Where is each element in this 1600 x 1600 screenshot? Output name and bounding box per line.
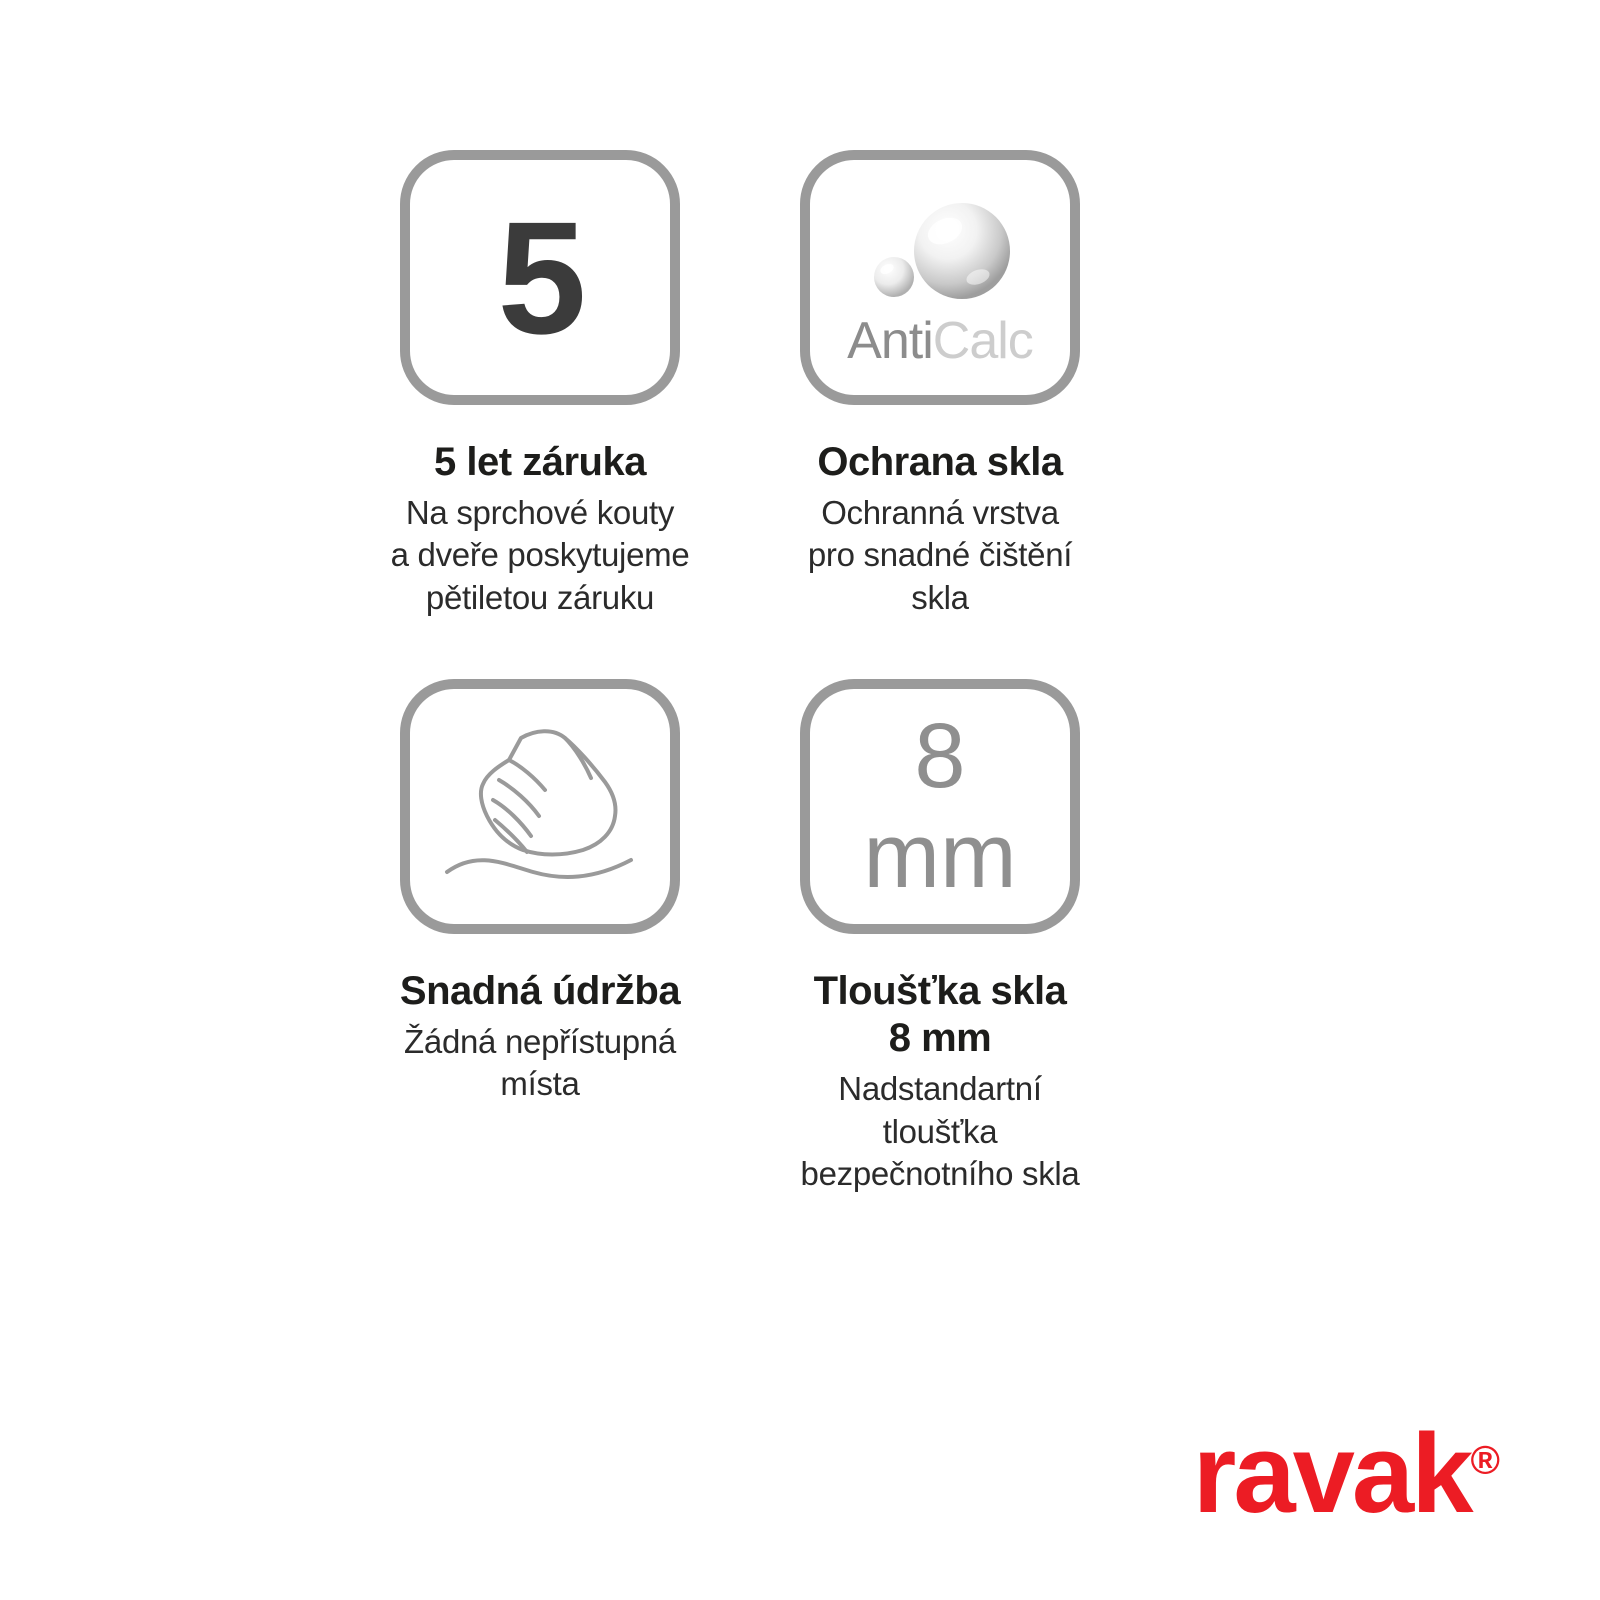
feature-warranty — [380, 150, 700, 619]
anticalc-droplet-icon — [800, 150, 1080, 405]
water-droplets-icon — [850, 199, 1030, 309]
glass-thickness-8mm-icon — [800, 679, 1080, 934]
anticalc-label — [847, 311, 1033, 370]
thickness-unit: mm — [863, 805, 1017, 908]
anticalc-label-calc: Calc — [932, 311, 1033, 370]
ravak-logo — [1192, 1411, 1500, 1536]
feature-glass-thickness — [780, 679, 1100, 1195]
feature-glass-protection — [780, 150, 1100, 619]
feature-title: Snadná údržba — [399, 968, 681, 1013]
hand-wiping-icon — [400, 679, 680, 934]
number-5-glyph: 5 — [497, 187, 583, 367]
hand-icon — [425, 704, 655, 909]
feature-description: Žádná nepřístupná místa — [404, 1023, 676, 1103]
feature-description: Ochranná vrstva pro snadné čištění skla — [807, 494, 1073, 616]
features-grid — [380, 150, 1220, 1195]
anticalc-label-anti: Anti — [847, 311, 933, 370]
thickness-number: 8 — [914, 705, 966, 808]
brand-name: ravak — [1192, 1411, 1471, 1536]
number-5-icon — [400, 150, 680, 405]
feature-title: Tloušťka skla 8 mm — [813, 968, 1067, 1061]
feature-easy-maintenance — [380, 679, 700, 1195]
feature-title: Ochrana skla — [817, 440, 1063, 484]
feature-title: 5 let záruka — [434, 440, 646, 484]
feature-description: Nadstandartní tloušťka bezpečnotního skla — [800, 1070, 1080, 1192]
registered-mark: ® — [1470, 1438, 1500, 1483]
feature-description: Na sprchové kouty a dveře poskytujeme pětiletou záruku — [390, 494, 690, 616]
